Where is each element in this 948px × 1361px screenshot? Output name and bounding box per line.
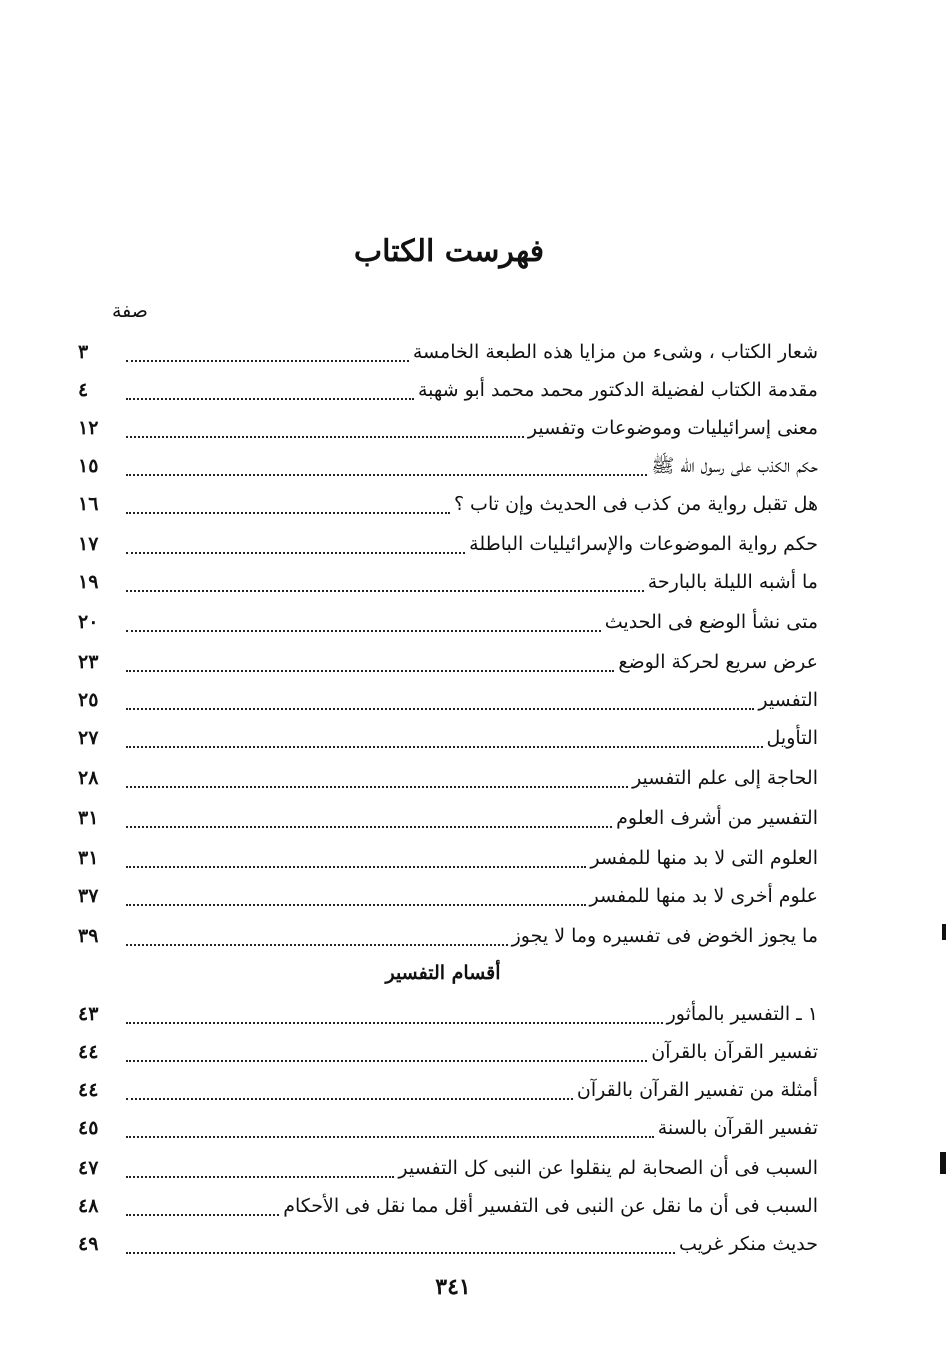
toc-entry-title: حكم رواية الموضوعات والإسرائيليات الباطلة (469, 533, 818, 555)
toc-row (78, 644, 818, 680)
toc-entry-title: ما يجوز الخوض فى تفسيره وما لا يجوز (511, 925, 818, 947)
toc-entry-page: ٢٥ (78, 689, 99, 711)
dot-leader (126, 462, 647, 476)
dot-leader (126, 814, 612, 828)
section-heading: أقسام التفسير (385, 962, 501, 984)
page-column-label: صفة (112, 300, 148, 322)
dot-leader (126, 774, 628, 788)
page-title: فهرست الكتاب (353, 234, 545, 269)
toc-entry-page: ٤٣ (78, 1003, 99, 1025)
toc-row (78, 564, 818, 600)
toc-entry-title: ما أشبه الليلة بالبارحة (647, 571, 818, 593)
toc-entry-title: عرض سريع لحركة الوضع (618, 651, 818, 673)
toc-entry-page: ١٧ (78, 533, 99, 555)
dot-leader (126, 696, 754, 710)
toc-entry-title: حكم الكذب على رسول الله ﷺ (651, 455, 818, 477)
toc-entry-title: مقدمة الكتاب لفضيلة الدكتور محمد محمد أبو شهبة (417, 379, 818, 401)
dot-leader (126, 618, 601, 632)
toc-entry-title: السبب فى أن الصحابة لم ينقلوا عن النبى كل التفسير (398, 1157, 818, 1179)
toc-entry-page: ٤ (78, 379, 89, 401)
toc-entry-page: ٤٤ (78, 1079, 99, 1101)
toc-entry-page: ٢٨ (78, 767, 99, 789)
scan-edge-mark (940, 1152, 946, 1174)
toc-row (78, 1188, 818, 1224)
dot-leader (126, 734, 763, 748)
toc-row (78, 800, 818, 836)
toc-entry-page: ٣٧ (78, 885, 99, 907)
dot-leader (126, 1240, 675, 1254)
toc-row (78, 1034, 818, 1070)
dot-leader (126, 424, 524, 438)
toc-entry-page: ٣٩ (78, 925, 99, 947)
dot-leader (126, 1124, 654, 1138)
toc-entry-title: علوم أخرى لا بد منها للمفسر (589, 885, 818, 907)
toc-row (78, 878, 818, 914)
toc-row (78, 996, 818, 1032)
toc-row (78, 372, 818, 408)
toc-entry-title: هل تقبل رواية من كذب فى الحديث وإن تاب ؟ (453, 493, 818, 515)
toc-entry-title: التفسير (758, 689, 818, 711)
dot-leader (126, 348, 409, 362)
toc-row (78, 1110, 818, 1146)
toc-entry-page: ٣ (78, 341, 89, 363)
dot-leader (126, 1010, 663, 1024)
toc-entry-page: ٣١ (78, 847, 99, 869)
toc-entry-title: السبب فى أن ما نقل عن النبى فى التفسير أقل مما نقل فى الأحكام (283, 1195, 818, 1217)
toc-row (78, 410, 818, 446)
dot-leader (126, 892, 586, 906)
toc-row (78, 840, 818, 876)
dot-leader (126, 540, 465, 554)
dot-leader (126, 1086, 573, 1100)
toc-entry-title: التأويل (766, 727, 818, 749)
toc-entry-page: ٢٧ (78, 727, 99, 749)
dot-leader (126, 500, 450, 514)
toc-row (78, 526, 818, 562)
scan-edge-mark (942, 924, 946, 940)
toc-row (78, 1072, 818, 1108)
toc-row (78, 604, 818, 640)
dot-leader (126, 578, 644, 592)
toc-row (78, 682, 818, 718)
toc-entry-title: التفسير من أشرف العلوم (616, 807, 818, 829)
toc-row (78, 720, 818, 756)
toc-entry-page: ١٥ (78, 455, 99, 477)
toc-entry-title: أمثلة من تفسير القرآن بالقرآن (576, 1079, 818, 1101)
toc-row (78, 918, 818, 954)
toc-entry-page: ٢٣ (78, 651, 99, 673)
dot-leader (126, 1164, 394, 1178)
toc-entry-page: ٤٨ (78, 1195, 99, 1217)
toc-entry-page: ١٩ (78, 571, 99, 593)
dot-leader (126, 386, 414, 400)
dot-leader (126, 854, 586, 868)
toc-row (78, 486, 818, 522)
toc-entry-title: ١ ـ التفسير بالمأثور (666, 1003, 818, 1025)
toc-entry-page: ٢٠ (78, 611, 99, 633)
toc-entry-page: ١٦ (78, 493, 99, 515)
toc-row (78, 1150, 818, 1186)
toc-entry-title: معنى إسرائيليات وموضوعات وتفسير (527, 417, 818, 439)
toc-row (78, 334, 818, 370)
toc-entry-title: شعار الكتاب ، وشىء من مزايا هذه الطبعة الخامسة (412, 341, 818, 363)
toc-entry-title: العلوم التى لا بد منها للمفسر (590, 847, 818, 869)
toc-entry-page: ٤٩ (78, 1233, 99, 1255)
toc-entry-title: تفسير القرآن بالقرآن (651, 1041, 818, 1063)
toc-entry-title: تفسير القرآن بالسنة (657, 1117, 818, 1139)
toc-entry-title: حديث منكر غريب (679, 1233, 818, 1255)
dot-leader (126, 1202, 279, 1216)
toc-entry-page: ٤٧ (78, 1157, 99, 1179)
dot-leader (126, 932, 508, 946)
dot-leader (126, 658, 614, 672)
toc-row (78, 448, 818, 484)
toc-entry-title: الحاجة إلى علم التفسير (632, 767, 818, 789)
footer-page-number: ٣٤١ (435, 1274, 471, 1300)
toc-row (78, 760, 818, 796)
toc-entry-page: ١٢ (78, 417, 99, 439)
dot-leader (126, 1048, 647, 1062)
toc-entry-page: ٣١ (78, 807, 99, 829)
toc-entry-title: متى نشأ الوضع فى الحديث (604, 611, 818, 633)
toc-entry-page: ٤٤ (78, 1041, 99, 1063)
toc-entry-page: ٤٥ (78, 1117, 99, 1139)
toc-row (78, 1226, 818, 1262)
